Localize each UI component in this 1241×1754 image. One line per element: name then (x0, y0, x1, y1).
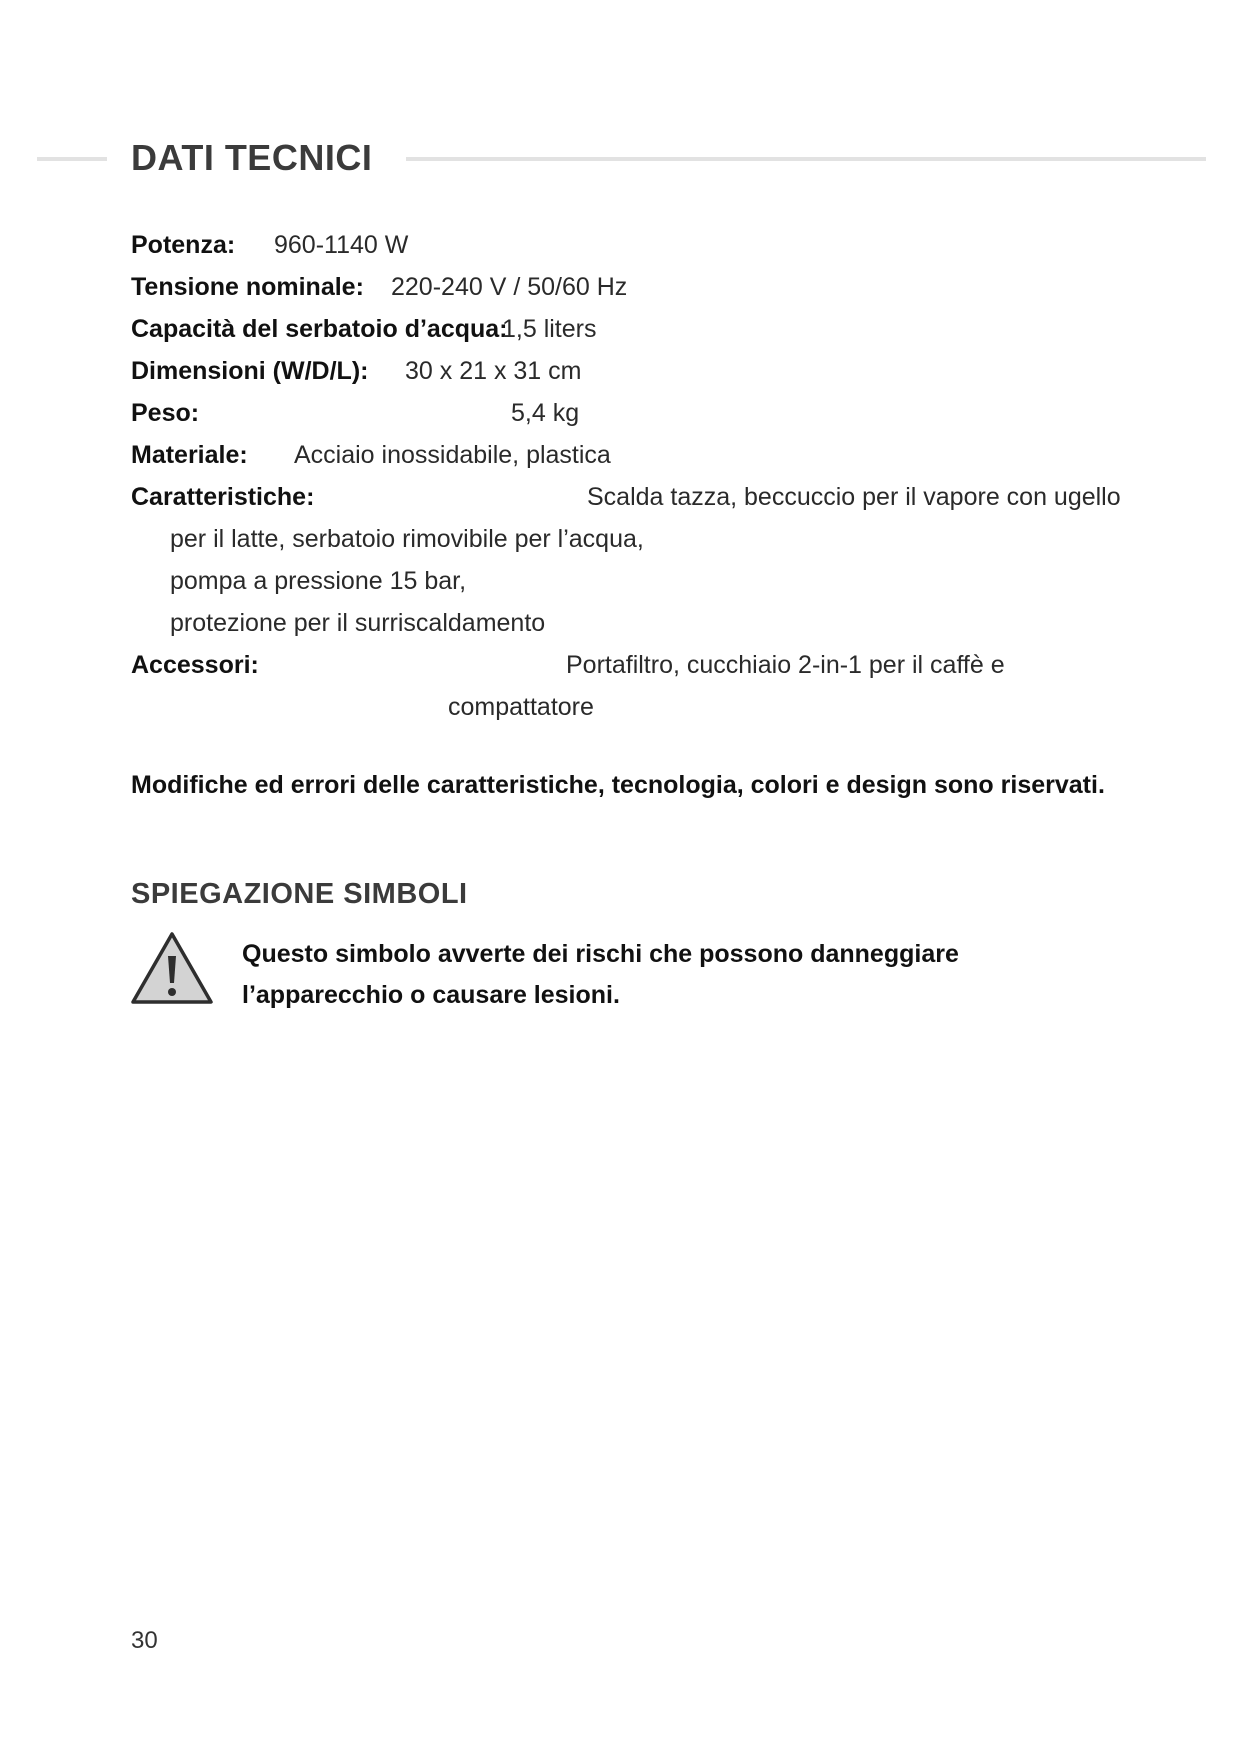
page-number: 30 (131, 1627, 158, 1654)
spec-label: Caratteristiche: (131, 483, 315, 511)
spec-row-tensione (131, 271, 628, 303)
spec-label: Potenza: (131, 231, 236, 259)
spec-label: Materiale: (131, 441, 248, 469)
spec-row-caratteristiche (131, 481, 1121, 513)
spec-continuation-line: compattatore (448, 693, 594, 721)
spec-value: 960-1140 W (274, 231, 409, 259)
spec-label: Capacità del serbatoio d’acqua: (131, 315, 508, 343)
section-title: DATI TECNICI (131, 137, 373, 178)
spec-label: Dimensioni (W/D/L): (131, 357, 369, 385)
warning-triangle-icon (130, 930, 214, 1006)
spec-label: Tensione nominale: (131, 273, 364, 301)
spec-row-materiale (131, 439, 611, 471)
spec-value: 1,5 liters (502, 315, 597, 343)
symbols-section-title: SPIEGAZIONE SIMBOLI (131, 878, 468, 910)
disclaimer-notice: Modifiche ed errori delle caratteristiche, tecnologia, colori e design sono riservati. (131, 771, 1105, 799)
spec-label: Accessori: (131, 651, 259, 679)
spec-value: 30 x 21 x 31 cm (405, 357, 582, 385)
heading-rule-right (406, 157, 1206, 161)
heading-rule-left (37, 157, 107, 161)
spec-row-potenza (131, 229, 409, 261)
spec-label: Peso: (131, 399, 200, 427)
spec-row-capacita (131, 313, 597, 345)
spec-value: Portafiltro, cucchiaio 2-in-1 per il caffè e (566, 651, 1005, 679)
spec-value: Acciaio inossidabile, plastica (294, 441, 611, 469)
spec-value: 220-240 V / 50/60 Hz (391, 273, 628, 301)
spec-value: Scalda tazza, beccuccio per il vapore con ugello (587, 483, 1121, 511)
spec-row-peso (131, 397, 580, 429)
spec-value: 5,4 kg (511, 399, 580, 427)
warning-symbol-description: Questo simbolo avverte dei rischi che possono danneggiare l’apparecchio o causare lesioni. (242, 940, 959, 1009)
spec-continuation-line: per il latte, serbatoio rimovibile per l’acqua, (170, 525, 644, 553)
spec-row-dimensioni (131, 355, 582, 387)
spec-continuation-line: protezione per il surriscaldamento (170, 609, 546, 637)
spec-continuation-line: pompa a pressione 15 bar, (170, 567, 467, 595)
spec-row-accessori (131, 649, 1005, 681)
